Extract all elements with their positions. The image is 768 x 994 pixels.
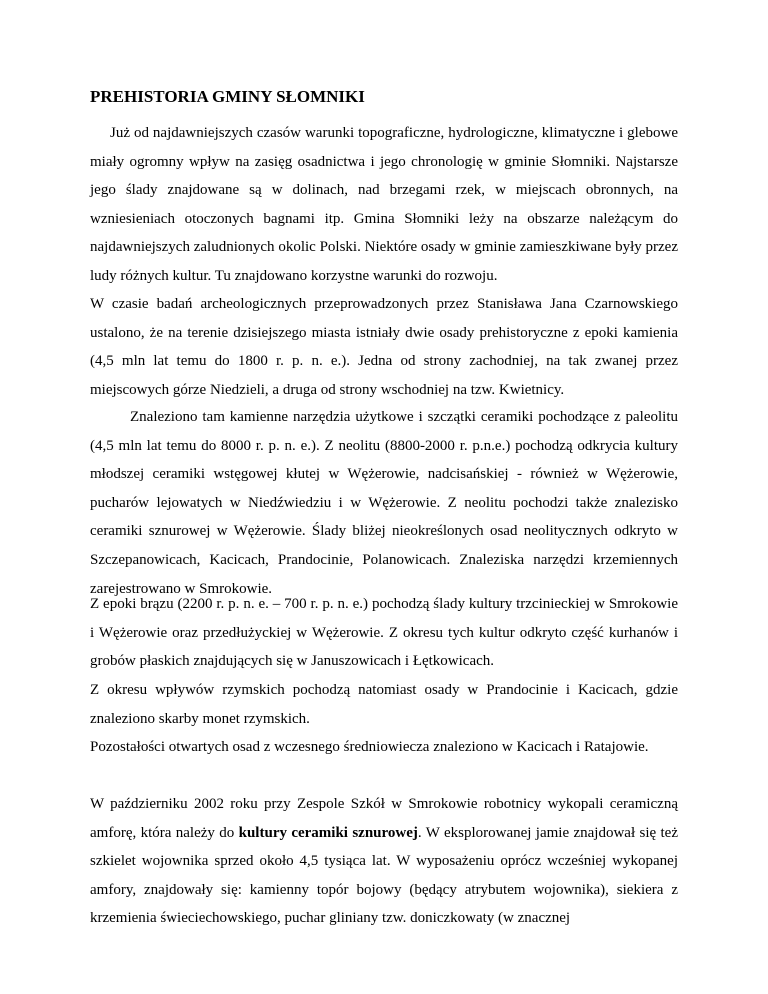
paragraph-archaeology: W czasie badań archeologicznych przeprowadzonych przez Stanisława Jana Czarnowskiego ustalono, że na terenie dzisiejszego miasta istniały dwie osady prehistoryczne z epoki kamienia (4,5 mln lat temu do 1800 r. p. n. e.). Jedna od strony zachodniej, na tak zwanej przez miejscowych górze Niedzieli, a druga od strony wschodniej na tzw. Kwietnicy.: [90, 296, 678, 398]
paragraph-bronze-age: Z epoki brązu (2200 r. p. n. e. – 700 r. p. n. e.) pochodzą ślady kultury trzcinieckiej w Smrokowie i Wężerowie oraz przedłużyckiej w Wężerowie. Z okresu tych kultur odkryto część kurhanów i grobów płaskich znajdujących się w Januszowicach i Łętkowicach.: [90, 596, 678, 670]
paragraph-paleolithic-neolithic: Znaleziono tam kamienne narzędzia użytkowe i szczątki ceramiki pochodzące z paleolitu (4,5 mln lat temu do 8000 r. p. n. e.). Z neolitu (8800-2000 r. p.n.e.) pochodzą odkrycia kultury młodszej ceramiki wstęgowej kłutej w Wężerowie, nadcisańskiej - również w Wężerowie, pucharów lejowatych w Niedźwiedziu i w Wężerowie. Z neolitu pochodzi także znalezisko ceramiki sznurowej w Wężerowie. Ślady bliżej nieokreślonych osad neolitycznych odkryto w Szczepanowicach, Kacicach, Prandocinie, Polanowicach. Znaleziska narzędzi krzemiennych zarejestrowano w Smrokowie.: [90, 409, 678, 597]
paragraph-text-before: W październiku 2002 roku przy Zespole Szkół w Smrokowie robotnicy wykopali ceramiczną amforę, która należy do: [90, 796, 678, 841]
paragraph-early-middle-ages: Pozostałości otwartych osad z wczesnego średniowiecza znaleziono w Kacicach i Ratajowie.: [90, 739, 649, 755]
paragraph-roman-period: Z okresu wpływów rzymskich pochodzą natomiast osady w Prandocinie i Kacicach, gdzie znaleziono skarby monet rzymskich.: [90, 682, 678, 727]
page-title: PREHISTORIA GMINY SŁOMNIKI: [90, 87, 365, 106]
paragraph-text-after: . W eksplorowanej jamie znajdował się też szkielet wojownika sprzed około 4,5 tysiąca lat. W wyposażeniu oprócz wcześniej wykopanej amfory, znajdowały się: kamienny topór bojowy (będący atrybutem wojownika), siekiera z krzemienia świeciechowskiego, puchar gliniany tzw. doniczkowaty (w znacznej: [90, 824, 678, 927]
paragraph-intro: Już od najdawniejszych czasów warunki topograficzne, hydrologiczne, klimatyczne i glebowe miały ogromny wpływ na zasięg osadnictwa i jego chronologię w gminie Słomniki. Najstarsze jego ślady znajdowane są w dolinach, nad brzegami rzek, w miejscach obronnych, na wzniesieniach otoczonych bagnami itp. Gmina Słomniki leży na obszarze należącym do najdawniejszych zaludnionych okolic Polski. Niektóre osady w gminie zamieszkiwane były przez ludy różnych kultur. Tu znajdowano korzystne warunki do rozwoju.: [90, 125, 678, 284]
bold-term-corded-ware: kultury ceramiki sznurowej: [238, 824, 418, 841]
paragraph-amphora-find: [90, 790, 678, 933]
